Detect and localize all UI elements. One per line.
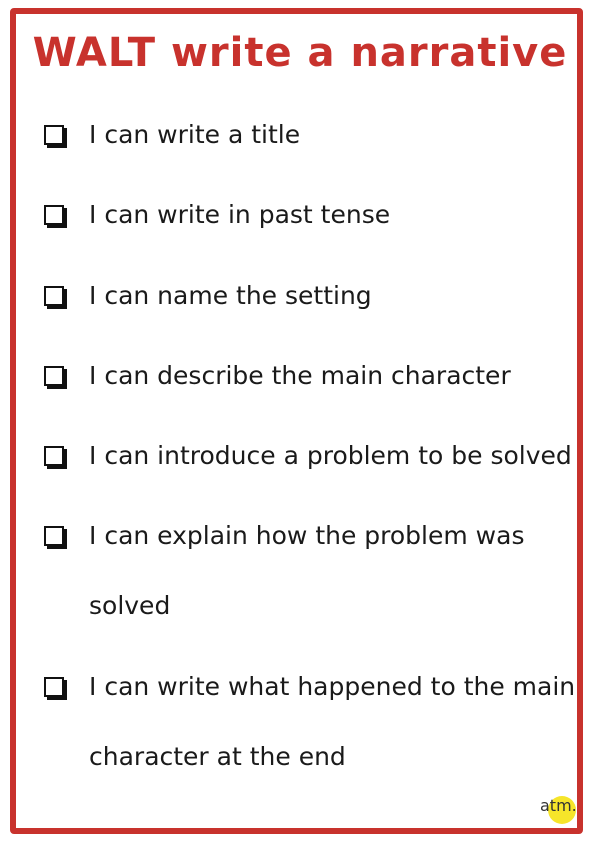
checkbox-icon[interactable] <box>44 677 64 697</box>
checklist-item-text: I can name the setting <box>89 281 372 310</box>
checkbox-icon[interactable] <box>44 526 64 546</box>
checklist-item-text-continued: character at the end <box>89 742 346 771</box>
checklist-item-text: I can explain how the problem was <box>89 521 525 550</box>
atm-logo <box>538 790 578 826</box>
checklist-item-text: I can write in past tense <box>89 200 391 229</box>
checklist-item-text: I can write what happened to the main <box>89 672 576 701</box>
checkbox-icon[interactable] <box>44 286 64 306</box>
checklist-item-text: I can write a title <box>89 120 301 149</box>
checklist-item-text: I can describe the main character <box>89 361 511 390</box>
page-title: WALT write a narrative <box>32 30 568 76</box>
checklist-item-text-continued: solved <box>89 591 171 620</box>
checkbox-icon[interactable] <box>44 446 64 466</box>
checkbox-icon[interactable] <box>44 125 64 145</box>
logo-text: atm. <box>540 796 577 815</box>
checklist-item-text: I can introduce a problem to be solved <box>89 441 572 470</box>
checkbox-icon[interactable] <box>44 366 64 386</box>
checkbox-icon[interactable] <box>44 205 64 225</box>
